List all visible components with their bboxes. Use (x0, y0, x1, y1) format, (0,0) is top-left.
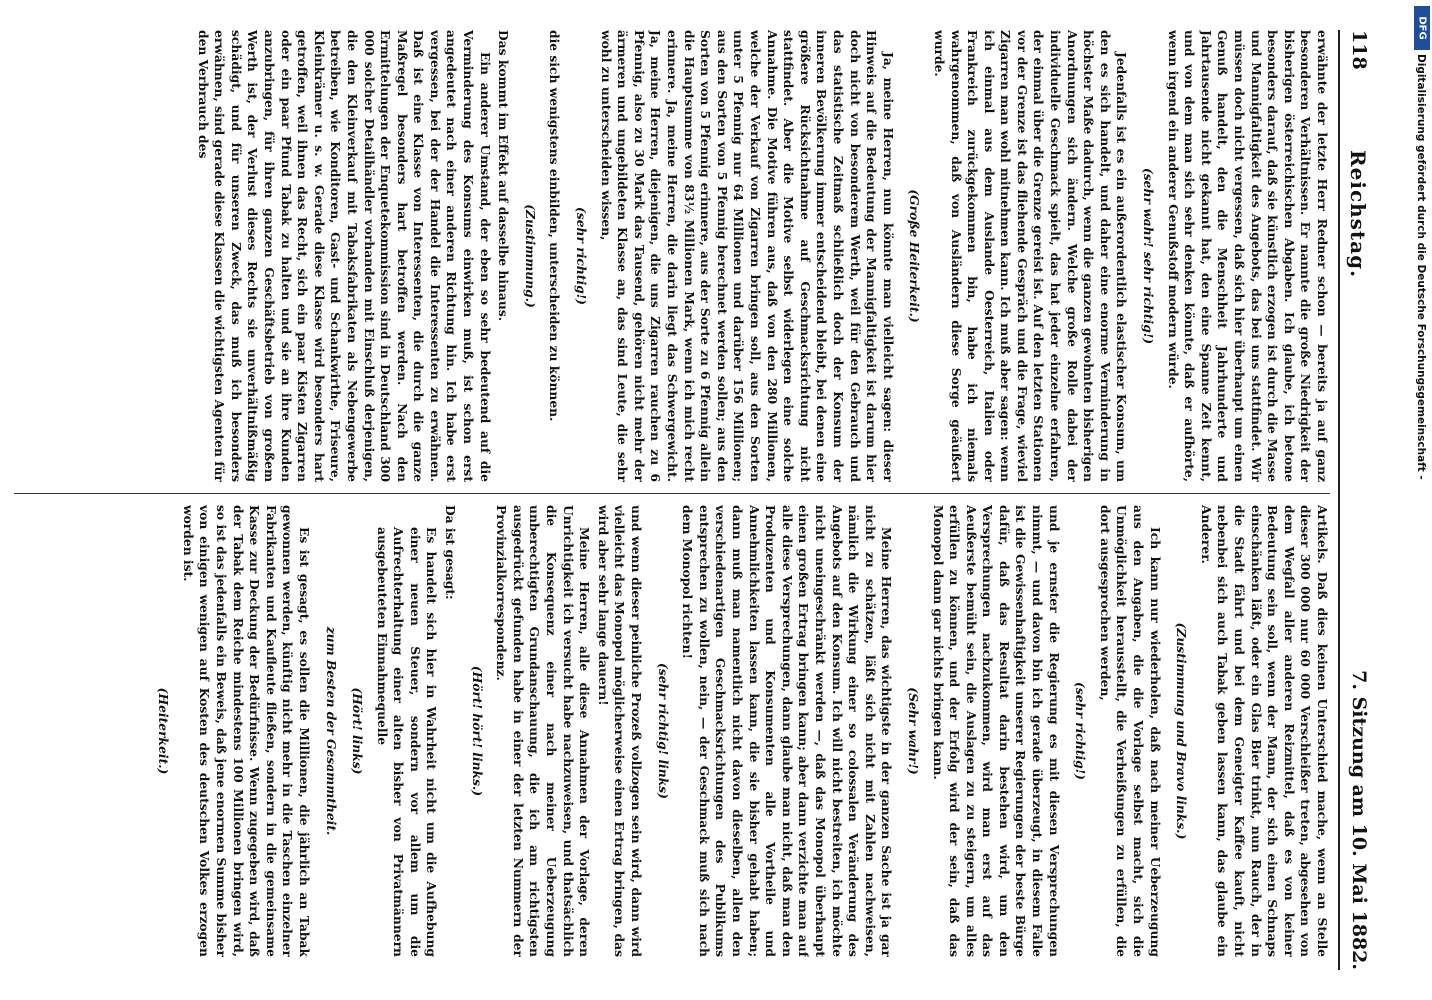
left-column (12, 30, 1330, 482)
interjection: (Zustimmung.) (522, 204, 538, 308)
interjection: (Sehr wahr!) (905, 687, 921, 775)
paragraph: Ja, meine Herren, nun könnte man vielleicht sagen: dieser Hinweis auf die Bedeutung der Mannigfaltigkeit ist darum hier doch nicht von besonderem Werth, weil für den Gebrauch und das statistische Zeitmaß schließlich doch der Konsum der inneren Bevölkerung immer entscheidend bleibt, bei denen eine größere Rücksichtnahme auf Geschmacksrichtung nicht stattfindet. Aber die Motive selbst widerlegen eine solche Annahme. Die Motive führen aus, daß von den 280 Millionen, welche der Verkauf von Zigarren bringen soll, aus den Sorten unter 5 Pfennig nur 64 Millionen und darüber 156 Millionen; aus den Sorten von 5 Pfennig berechnet werden sollen; aus den Sorten von 5 Pfennig erinnere, aus der Sorte zu 6 Pfennig allein die Hauptsumme von 83½ Millionen Mark, wenn ich mich recht erinnere. Ja, meine Herren, die darin liegt das Schwergewicht. Ja, meine Herren, diejenigen, die uns Zigarren rauchen zu 6 Pfennig, also zu 30 Mark das Tausend, gehören nicht mehr der ärmeren und ungebildeten Klasse an, das sind Leute, die sehr wohl zu unterscheiden wissen, (598, 30, 896, 482)
paragraph: Da ist gesagt: (443, 505, 459, 600)
quotation: Es handelt sich hier in Wahrheit nicht um die Aufhebung einer neuen Steuer, sondern vor allem um die Aufrechterhaltung einer alten bisher von Privatmännern ausgebeuteten Einnahmequelle (374, 527, 440, 957)
interjection: (Heiterkeit.) (156, 687, 172, 775)
interjection: (Große Heiterkeit.) (907, 189, 923, 323)
page-number: 118 (1348, 30, 1370, 70)
digitization-credit: Digitalisierung gefördert durch die Deutsche Forschungsgemeinschaft - (1415, 54, 1427, 480)
paragraph: Meine Herren, das wichtigste in der ganzen Sache ist ja gar nicht zu schätzen, läßt sich nicht mit Zahlen nachweisen, nämlich die Wirkung einer so colossalen Veränderung des Angebots auf den Konsum. Ich will nicht bestreiten, ich möchte nicht uneingeschränkt werden —, daß das Monopol überhaupt einen großen Ertrag bringen kann; aber dann verzichte man auf alle diese Versprechungen, dann glaube man nicht, daß man den Produzenten und Konsumenten alle Vortheile und Annehmlichkeiten lassen kann, die sie bisher gehabt haben; dann muß man namentlich nicht davon dieselben, allen den verschiedenartigen Geschmacksrichtungen des Publikums entsprechen zu wollen, nein, — der Geschmack muß sich nach dem Monopol richten! (680, 505, 895, 957)
paragraph: Es ist gesagt, es sollen die Millionen, die jährlich an Tabak gewonnen werden, künftig nicht mehr in die Taschen einzelner Fabrikanten und Kaufleute fließen, sondern in die gemeinsame Kasse zur Deckung der Bedürfnisse. Wenn zugegeben wird, daß der Tabak dem Reiche mindestens 100 Millionen bringen wird, so ist das jedenfalls ein Beweis, daß jene enormen Summe bisher von einigen wenigen auf Kosten des deutschen Volkes erzogen worden ist. (180, 505, 312, 957)
paragraph: die sich wenigstens einbilden, unterscheiden zu können. (547, 30, 563, 422)
interjection: (sehr wahr! sehr richtig!) (1141, 167, 1157, 345)
interjection: (sehr richtig!) (574, 206, 590, 305)
publication-title: Reichstag. (1346, 150, 1370, 279)
paragraph: Ich kann nur wiederholen, daß nach meiner Ueberzeugung aus den Angaben, die die Vorlage selbst macht, sich die Unmöglichkeit herausstellt, die Verheißungen zu erfüllen, die dort ausgesprochen werden, (1097, 505, 1163, 957)
column-divider (14, 493, 1330, 494)
paragraph: Jedenfalls ist es ein außerordentlich elastischer Konsum, um den es sich handelt, und daher eine enorme Verminderung in höchster Maße dadurch, wenn die ganzen gewohnten bisherigen Anordnungen sich ändern. Welche große Rolle dabei der individuelle Geschmack spielt, das hat jeder einzelne erfahren, der einmal über die Grenze gereist ist. Auf den letzten Stationen vor der Grenze ist das fliehende Gespräch und die Frage, wieviel Zigarren man wohl mitnehmen kann. Ich muß aber sagen: wenn ich einmal aus dem Auslande Oesterreich, Italien oder Frankreich zurückgekommen bin, habe ich niemals wahrgenommen, daß von Ausländern diese Sorge geäußert wurde. (931, 30, 1130, 482)
interjection: (Hört! hört! links.) (469, 665, 485, 797)
interjection: (sehr richtig!) (1073, 681, 1089, 780)
session-date: 7. Sitzung am 10. Mai 1882. (1348, 670, 1370, 970)
paragraph: und wenn dieser peinliche Prozeß vollzogen sein wird, dann wird vielleicht das Monopol möglicherweise einen Ertrag bringen, das wird aber sehr lange dauern! (595, 505, 645, 957)
paragraph: Das kommt im Effekt auf dasselbe hinaus. (496, 30, 512, 322)
paragraph: erwähnte der letzte Herr Redner schon — bereits ja auf ganz besonderen Verhältnissen. Er nannte die große Niedrigkeit der bisherigen österreichischen Abgaben. Ich glaube, ich betone besonders darauf, daß sie künstlich erzogen ist durch die Masse und Mannigfaltigkeit des Angebots, das bei uns stattfindet. Wir müssen doch nicht vergessen, daß sich hier überhaupt um einen Genuß handelt, den die Menschheit Jahrhunderte und Jahrtausende nicht gekannt hat, den eine Spanne Zeit kennt, und von dem man sich sehr denken könnte, daß er aufhörte, wenn irgend ein anderer Genußstoff modern würde. (1165, 30, 1330, 482)
page-header (1338, 30, 1374, 970)
interjection: (Hört! links) (350, 687, 366, 775)
dfg-logo: DFG (1414, 6, 1430, 50)
paragraph: zum Besten der Gesammtheit. (323, 626, 339, 836)
paragraph: und je ernster die Regierung es mit diesen Versprechungen nimmt, — und davon bin ich gerade überzeugt, in diesem Falle ist die Gewissenhaftigkeit unserer Regierungen der beste Bürge dafür, daß das Resultat darin bestehen wird, um den Versprechungen nachzukommen, wird man erst auf das Aeußerste bemüht sein, die Auslagen zu zu steigern, um alles erfüllen zu können, und der Erfolg wird der sein, daß das Monopol dann gar nichts bringen kann. (930, 505, 1062, 957)
interjection: (Zustimmung und Bravo links.) (1174, 622, 1190, 840)
paragraph: Meine Herren, alle diese Annahmen der Vorlage, deren Unrichtigkeit ich versucht habe nachzuweisen, und thatsächlich die Konsequenz einer nach meiner Ueberzeugung unberechtigten Grundanschauung, die ich am richtigsten ausgedrückt gefunden habe in einer der letzten Nummern der Provinzialkorrespondenz. (494, 505, 593, 957)
right-column (12, 505, 1330, 957)
dfg-footer (1414, 6, 1430, 986)
interjection: (sehr richtig! links) (655, 662, 671, 800)
paragraph: Ein anderer Umstand, der eben so sehr bedeutend auf die Verminderung des Konsums einwirken muß, ist schon erst angedeutet nach einer anderen Richtung hin. Ich habe erst vergessen, bei der der Handel die Interessenten zu erwähnen. Daß ist eine Klasse von Interessenten, die durch die ganze Maßregel besonders hart betroffen werden. Nach den Ermittelungen der Enquetekommission sind in Deutschland 300 000 solcher Detailhändler vorhanden mit Einschluß derjenigen, die den Kleinverkauf mit Tabaksfabrikaten als Nebengewerbe betreiben, wie Konditoren, Gast- und Schankwirthe, Friseure, Kleinkrämer u. s. w. Gerade diese Klasse wird besonders hart getroffen, weil ihnen das Recht, sich ein paar Kisten Zigarren oder ein paar Pfund Tabak zu halten und sie an ihre Kunden anzubringen, für ihren ganzen Geschäftsbetrieb von großem Werth ist, der Verlust dieses Rechts sie unverhältnißmäßig schädigt, und für unseren Zweck, das muß ich besonders erwähnen, sind gerade diese Klassen die wichtigsten Agenten für den Verbrauch des (195, 30, 493, 482)
paragraph: Artikels. Daß dies keinen Unterschied mache, wenn an Stelle dieser 300 000 nur 60 000 Verschleißer treten, abgesehen von dem Wegfall aller anderen Reizmittel, daß es von keiner Bedeutung sein soll, wenn der Mann, der sich einen Schnaps einschänken läßt, oder ein Glas Bier trinkt, nun Rauch, der in die Stadt fährt und bei dem Geneigter Kaffee kauft, nicht nebenbei sich auch Tabak geben lassen kann, das glaube ein Anderer. (1198, 505, 1330, 957)
